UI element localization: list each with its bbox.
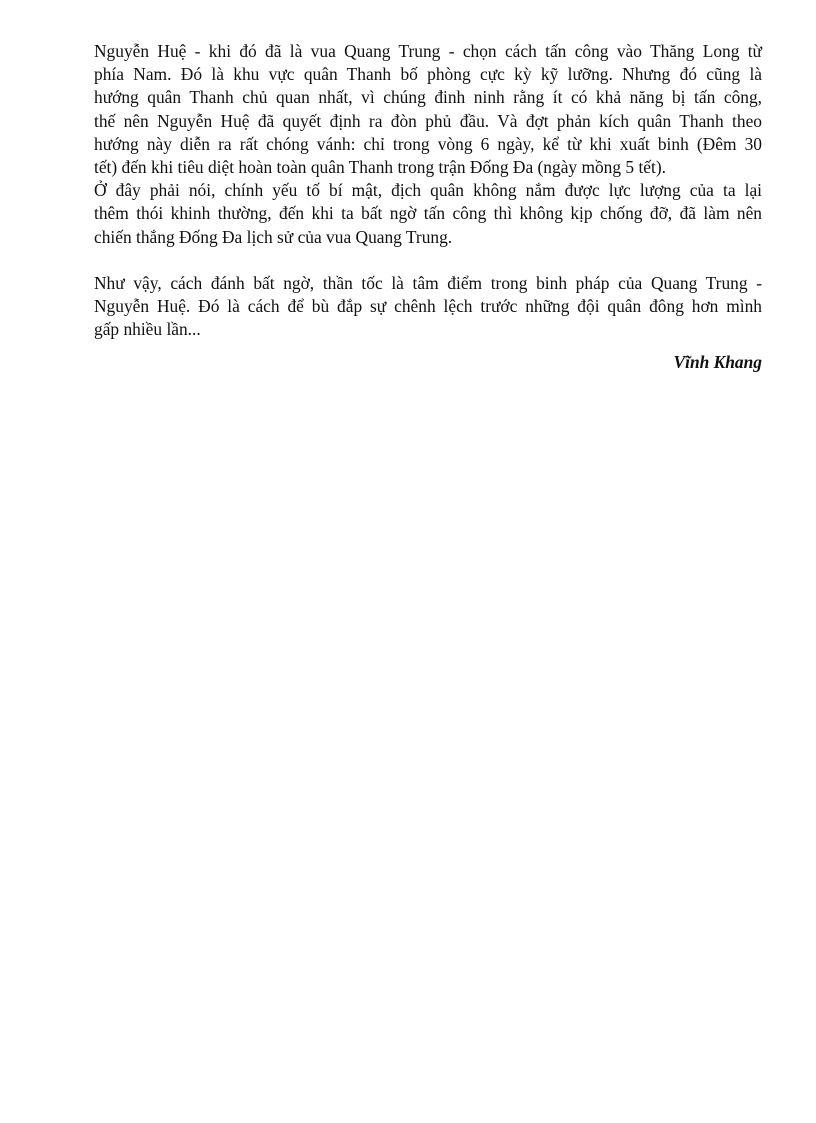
text-line: tết) đến khi tiêu diệt hoàn toàn quân Thanh trong trận Đống Đa (ngày mồng 5 tết).	[94, 157, 666, 178]
text-line: Nguyễn Huệ - khi đó đã là vua Quang Trung - chọn cách tấn công vào Thăng Long từ	[94, 41, 762, 61]
paragraph-2	[94, 272, 762, 342]
paragraph-1	[94, 40, 762, 249]
text-line: Nguyễn Huệ. Đó là cách để bù đắp sự chênh lệch trước những đội quân đông hơn mình	[94, 296, 762, 317]
text-line: hướng quân Thanh chủ quan nhất, vì chúng đinh ninh rằng ít có khả năng bị tấn công,	[94, 87, 762, 108]
text-line: gấp nhiều lần...	[94, 319, 201, 340]
text-line: Ở đây phải nói, chính yếu tố bí mật, địch quân không nắm được lực lượng của ta lại	[94, 180, 762, 201]
text-line: hướng này diễn ra rất chóng vánh: chỉ trong vòng 6 ngày, kể từ khi xuất binh (Đêm 30	[94, 133, 762, 154]
text-line: Như vậy, cách đánh bất ngờ, thần tốc là tâm điểm trong binh pháp của Quang Trung -	[94, 272, 762, 293]
text-line: thế nên Nguyễn Huệ đã quyết định ra đòn phủ đầu. Và đợt phản kích quân Thanh theo	[94, 110, 762, 131]
text-line: thêm thói khinh thường, đến khi ta bất ngờ tấn công thì không kịp chống đỡ, đã làm nên	[94, 203, 762, 224]
text-line: phía Nam. Đó là khu vực quân Thanh bố phòng cực kỳ kỹ lưỡng. Nhưng đó cũng là	[94, 64, 762, 85]
text-line: chiến thắng Đống Đa lịch sử của vua Quang Trung.	[94, 226, 453, 247]
article-body	[94, 40, 762, 375]
author-signature: Vĩnh Khang	[673, 352, 762, 373]
